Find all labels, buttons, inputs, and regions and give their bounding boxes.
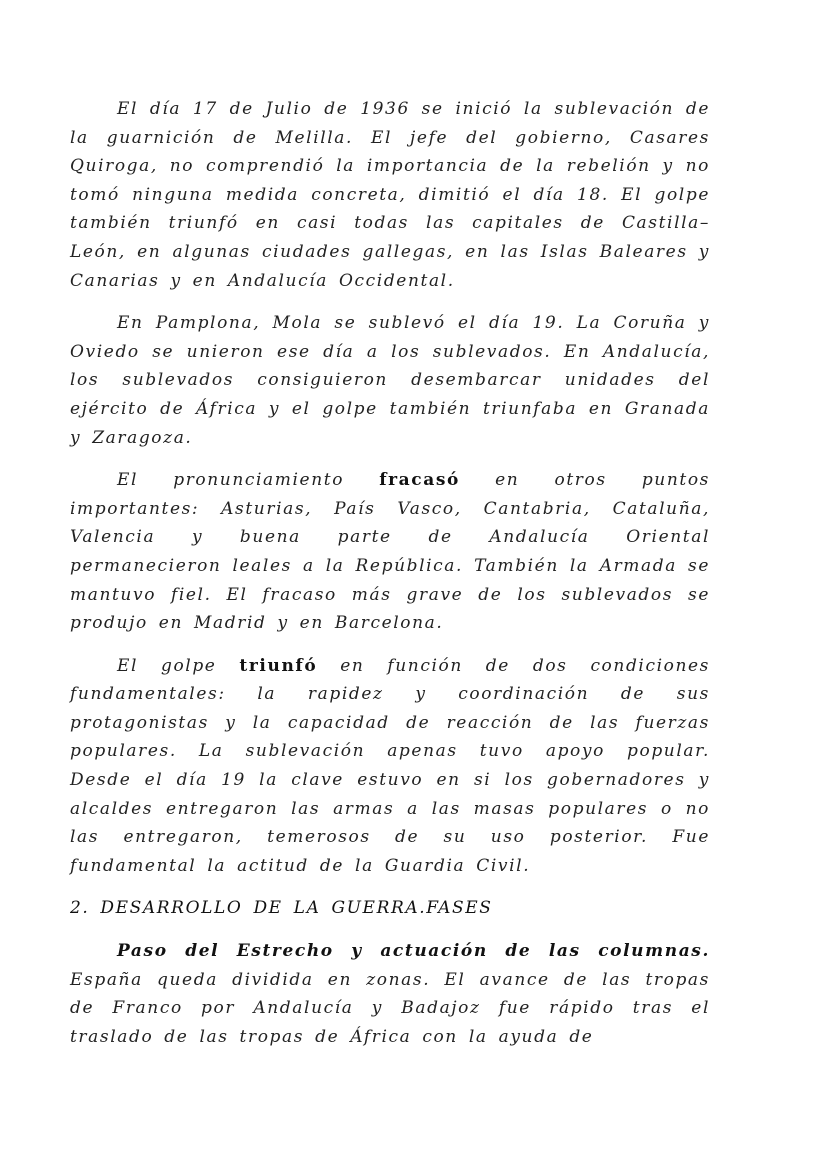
paragraph-fracaso-start: El pronunciamiento [117,470,345,491]
paragraph-estrecho [70,937,710,1051]
paragraph-triunfo-rest: en función de dos condiciones fundamentales: la rapidez y coordinación de sus protagonistas y la capacidad de reacción de las fuerzas populares. La sublevación apenas tuvo apoyo popular. Desde el día 19 la clave estuvo en si los gobernadores y alcaldes entregaron las armas a las masas populares o no las entregaron, temerosos de su uso posterior. Fue fundamental la actitud de la Guardia Civil. [70,655,710,876]
emphasis-triunfo: triunfó [239,655,318,676]
paragraph-fracaso-rest: en otros puntos importantes: Asturias, País Vasco, Cantabria, Cataluña, Valencia y buena parte de Andalucía Oriental permanecieron leales a la República. También la Armada se mantuvo fiel. El fracaso más grave de los sublevados se produjo en Madrid y en Barcelona. [70,470,710,634]
paragraph-pamplona: En Pamplona, Mola se sublevó el día 19. La Coruña y Oviedo se unieron ese día a los sublevados. En Andalucía, los sublevados consiguieron desembarcar unidades del ejército de África y el golpe también triunfaba en Granada y Zaragoza. [70,313,710,448]
emphasis-fracaso: fracasó [379,470,460,491]
section-heading: 2. DESARROLLO DE LA GUERRA.FASES [70,898,493,919]
document-page [70,95,710,1065]
paragraph-fracaso [70,466,710,638]
paragraph-sublevacion: El día 17 de Julio de 1936 se inició la sublevación de la guarnición de Melilla. El jefe del gobierno, Casares Quiroga, no comprendió la importancia de la rebelión y no tomó ninguna medida concreta, dimitió el día 18. El golpe también triunfó en casi todas las capitales de Castilla–León, en algunas ciudades gallegas, en las Islas Baleares y Canarias y en Andalucía Occidental. [70,99,710,291]
paragraph-estrecho-text: España queda dividida en zonas. El avance de las tropas de Franco por Andalucía y Badajoz fue rápido tras el traslado de las tropas de África con la ayuda de [70,969,710,1047]
section-lead: Paso del Estrecho y actuación de las columnas. [117,941,710,962]
paragraph-triunfo-start: El golpe [117,655,217,676]
paragraph-triunfo [70,652,710,881]
